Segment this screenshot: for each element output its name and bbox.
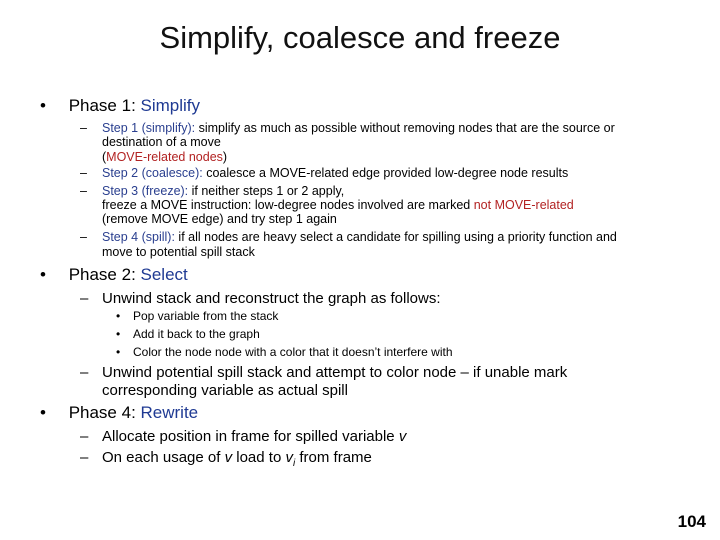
step2-text: coalesce a MOVE-related edge provided low-degree node results [202, 166, 569, 180]
paren-open: ( [102, 150, 107, 164]
page-number: 104 [677, 512, 706, 531]
step1-label: Step 1 (simplify): [102, 121, 196, 135]
variable-v: v [398, 428, 407, 445]
step3-label: Step 3 (freeze): [102, 184, 189, 198]
variable-v: v [224, 449, 233, 466]
phase4-heading [40, 403, 198, 423]
phase1-bullet: • [40, 96, 46, 115]
dash-bullet: – [80, 364, 89, 381]
step1-line3 [102, 150, 227, 164]
step4-line2: move to potential spill stack [102, 245, 255, 259]
phase2-item2-line1 [80, 364, 568, 381]
phase4-item2-mid: load to [232, 449, 286, 466]
step2-line [80, 166, 569, 180]
dash-bullet: – [80, 166, 87, 180]
subitem-text: Pop variable from the stack [133, 309, 279, 323]
phase4-item1 [80, 428, 407, 445]
sub-bullet: • [116, 309, 121, 323]
phase2-subitem [116, 327, 260, 341]
phase2-item2-text: Unwind potential spill stack and attempt to color node – if unable mark [102, 364, 568, 381]
step1-red-text: MOVE-related nodes [106, 150, 223, 164]
phase4-item2 [80, 449, 372, 469]
paren-close: ) [222, 150, 228, 164]
phase2-prefix: Phase 2: [68, 265, 141, 284]
phase1-heading [40, 96, 200, 116]
phase1-prefix: Phase 1: [68, 96, 141, 115]
slide-title: Simplify, coalesce and freeze [159, 20, 561, 55]
sub-bullet: • [116, 345, 121, 359]
phase4-item2-post: from frame [295, 449, 372, 466]
phase2-subitem [116, 309, 279, 323]
step4-label: Step 4 (spill): [102, 230, 175, 244]
step3-text: if neither steps 1 or 2 apply, [188, 184, 345, 198]
phase2-item1 [80, 290, 441, 307]
step4-text: if all nodes are heavy select a candidate for spilling using a priority function and [174, 230, 617, 244]
step4-line1 [80, 230, 617, 244]
step3-line1 [80, 184, 345, 198]
phase4-bullet: • [40, 403, 46, 422]
phase2-bullet: • [40, 265, 46, 284]
dash-bullet: – [80, 230, 87, 244]
step1-text: simplify as much as possible without removing nodes that are the source or [195, 121, 615, 135]
phase2-item1-text: Unwind stack and reconstruct the graph as follows: [102, 290, 441, 307]
subitem-text: Color the node node with a color that it doesn’t interfere with [133, 345, 453, 359]
subscript-i: i [292, 458, 296, 469]
phase2-heading [40, 265, 188, 285]
variable-vi: v [285, 449, 293, 466]
step3-red-text: not MOVE-related [473, 198, 574, 212]
dash-bullet: – [80, 290, 89, 307]
step1-line1 [80, 121, 615, 135]
dash-bullet: – [80, 184, 87, 198]
phase1-name: Simplify [140, 96, 201, 115]
phase2-subitem [116, 345, 453, 359]
dash-bullet: – [80, 121, 87, 135]
step3-line2 [102, 198, 574, 212]
sub-bullet: • [116, 327, 121, 341]
phase2-name: Select [140, 265, 188, 284]
step3-line3: (remove MOVE edge) and try step 1 again [102, 212, 337, 226]
phase4-prefix: Phase 4: [68, 403, 141, 422]
step2-label: Step 2 (coalesce): [102, 166, 203, 180]
step1-line2: destination of a move [102, 135, 221, 149]
phase2-item2-line2: corresponding variable as actual spill [102, 382, 348, 399]
dash-bullet: – [80, 449, 89, 466]
phase4-name: Rewrite [140, 403, 199, 422]
step3-line2-text: freeze a MOVE instruction: low-degree nodes involved are marked [102, 198, 474, 212]
dash-bullet: – [80, 428, 89, 445]
phase4-item2-pre: On each usage of [102, 449, 225, 466]
phase4-item1-text: Allocate position in frame for spilled variable [102, 428, 399, 445]
subitem-text: Add it back to the graph [133, 327, 260, 341]
